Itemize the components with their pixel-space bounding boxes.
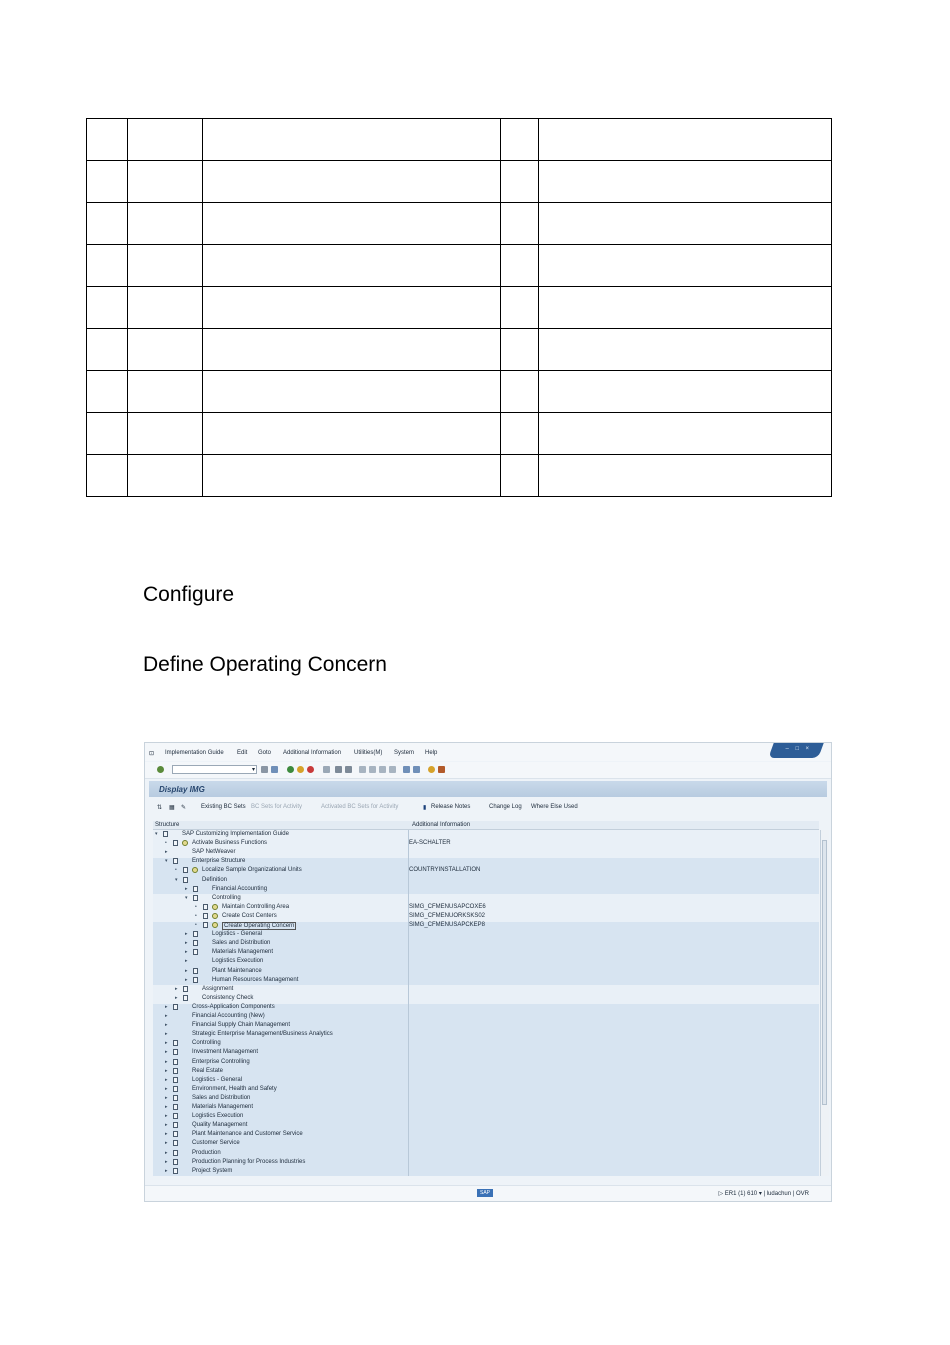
tree-node[interactable] (153, 921, 819, 930)
exit-icon[interactable] (297, 766, 304, 773)
table-cell (539, 119, 832, 161)
tree-node-label[interactable]: Create Cost Centers (222, 912, 277, 919)
table-cell (539, 371, 832, 413)
document-icon (183, 995, 188, 1001)
info-icon: ▮ (423, 805, 427, 811)
tree-node[interactable] (153, 1021, 819, 1030)
document-icon (173, 1059, 178, 1065)
tree-node-label[interactable]: Logistics Execution (212, 958, 264, 965)
document-icon (173, 858, 178, 864)
tree-node[interactable] (153, 912, 819, 921)
tree-node-label[interactable]: Plant Maintenance (212, 967, 262, 974)
sap-display-img-screenshot (144, 742, 832, 1202)
tree-node-label[interactable]: Strategic Enterprise Management/Business Analytics (192, 1031, 333, 1038)
tree-node[interactable] (153, 1167, 819, 1176)
save-icon[interactable] (271, 766, 278, 773)
where-else-used-button[interactable]: Where Else Used (531, 804, 578, 810)
execute-activity-icon[interactable] (192, 867, 198, 873)
document-icon (173, 1104, 178, 1110)
menu-utilities[interactable]: Utilities(M) (354, 750, 383, 756)
tree-node[interactable] (153, 1058, 819, 1067)
expand-icon[interactable]: ▸ (165, 1167, 168, 1174)
leaf-dot-icon[interactable]: • (195, 912, 197, 919)
table-row (87, 413, 832, 455)
document-icon (183, 867, 188, 873)
document-icon (193, 940, 198, 946)
table-cell (501, 287, 539, 329)
document-icon (193, 886, 198, 892)
expand-icon[interactable]: ▸ (175, 985, 178, 992)
expand-icon[interactable]: ▸ (175, 994, 178, 1001)
menu-additional-information[interactable]: Additional Information (283, 750, 342, 756)
table-row (87, 329, 832, 371)
tree-node-label[interactable]: Logistics Execution (192, 1113, 244, 1120)
shortcut-icon[interactable] (413, 766, 420, 773)
tree-node-label[interactable]: Environment, Health and Safety (192, 1085, 277, 1092)
tree-node[interactable] (153, 1103, 819, 1112)
tree-node-label[interactable]: SAP NetWeaver (192, 849, 236, 856)
table-cell (501, 245, 539, 287)
tree-node[interactable] (153, 1130, 819, 1139)
document-icon (193, 895, 198, 901)
tree-node-label[interactable]: Activate Business Functions (192, 840, 268, 847)
tree-node-label[interactable]: Assignment (202, 985, 234, 992)
screen-title: Display IMG (159, 785, 205, 794)
expand-icon[interactable]: ⇅ (157, 805, 163, 811)
expand-icon[interactable]: ▸ (165, 1094, 168, 1101)
expand-icon[interactable]: ▸ (165, 1140, 168, 1147)
tree-node-label[interactable]: Enterprise Structure (192, 858, 246, 865)
table-cell (202, 455, 501, 497)
tree-node-label[interactable]: Localize Sample Organizational Units (202, 867, 302, 874)
table-cell (127, 161, 202, 203)
document-icon (173, 1150, 178, 1156)
define-operating-concern-text: Define Operating Concern (143, 653, 387, 676)
expand-icon[interactable]: ▸ (165, 849, 168, 856)
document-icon (173, 1168, 178, 1174)
leaf-dot-icon[interactable]: • (195, 903, 197, 910)
table-cell (539, 245, 832, 287)
tree-node-label[interactable]: Project System (192, 1167, 233, 1174)
menu-implementation-guide[interactable]: Implementation Guide (165, 750, 224, 756)
tree-node[interactable] (153, 957, 819, 966)
expand-icon[interactable]: ▸ (165, 1113, 168, 1120)
next-page-icon[interactable] (379, 766, 386, 773)
table-cell (127, 455, 202, 497)
insert-mode[interactable]: OVR (795, 1191, 809, 1197)
table-row (87, 119, 832, 161)
expand-icon[interactable]: ▸ (185, 967, 188, 974)
document-icon (173, 1068, 178, 1074)
table-cell (539, 455, 832, 497)
table-cell (501, 455, 539, 497)
separator: | (792, 1191, 796, 1197)
tree-node[interactable] (153, 1067, 819, 1076)
table-cell (87, 203, 128, 245)
document-icon (193, 977, 198, 983)
document-icon (173, 1140, 178, 1146)
expand-icon[interactable]: ▸ (165, 1131, 168, 1138)
tree-node[interactable] (153, 930, 819, 939)
table-cell (501, 329, 539, 371)
tree-node[interactable] (153, 866, 819, 875)
table-cell (87, 245, 128, 287)
table-cell (87, 455, 128, 497)
tree-node[interactable] (153, 1094, 819, 1103)
table-cell (539, 413, 832, 455)
sap-logo: SAP (477, 1189, 493, 1197)
tree-node-label[interactable]: Production Planning for Process Industries (192, 1158, 306, 1165)
cancel-icon[interactable] (307, 766, 314, 773)
document-icon (193, 968, 198, 974)
table-row (87, 455, 832, 497)
expand-icon[interactable]: ▸ (165, 1003, 168, 1010)
table-row (87, 371, 832, 413)
table-cell (539, 287, 832, 329)
execute-activity-icon[interactable] (212, 904, 218, 910)
expand-icon[interactable]: ▸ (185, 976, 188, 983)
additional-information-value: COUNTRYINSTALLATION (409, 867, 481, 874)
user-name: ludachun (766, 1191, 792, 1197)
table-cell (202, 329, 501, 371)
bc-sets-activity-button[interactable]: BC Sets for Activity (251, 804, 303, 810)
application-toolbar (149, 799, 827, 815)
vertical-scrollbar[interactable] (820, 830, 829, 1176)
tree-node-label[interactable]: SAP Customizing Implementation Guide (182, 831, 289, 837)
tree-node-label[interactable]: Materials Management (192, 1104, 254, 1110)
table-cell (87, 371, 128, 413)
leaf-dot-icon[interactable]: • (195, 922, 197, 928)
menu-goto[interactable]: Goto (258, 750, 272, 756)
table-cell (202, 203, 501, 245)
document-icon (173, 1049, 178, 1055)
table-cell (501, 119, 539, 161)
tree-node[interactable] (153, 1121, 819, 1130)
expand-icon[interactable]: ▸ (165, 1122, 168, 1129)
back-triangle-icon[interactable] (261, 766, 268, 773)
new-session-icon[interactable] (403, 766, 410, 773)
expand-icon[interactable]: ▸ (165, 1149, 168, 1156)
menu-edit[interactable]: Edit (237, 750, 248, 756)
execute-activity-icon[interactable] (182, 840, 188, 846)
table-cell (202, 119, 501, 161)
layout-icon[interactable] (438, 766, 445, 773)
help-icon[interactable] (428, 766, 435, 773)
print-icon[interactable] (323, 766, 330, 773)
tree-node[interactable] (153, 1112, 819, 1121)
table-row (87, 287, 832, 329)
expand-icon[interactable]: ▸ (165, 1040, 168, 1047)
tree-node[interactable] (153, 985, 819, 994)
expand-icon[interactable]: ▸ (185, 885, 188, 892)
table-cell (127, 371, 202, 413)
title-bar (149, 781, 827, 797)
table-cell (501, 413, 539, 455)
tree-node-label[interactable]: Sales and Distribution (192, 1094, 251, 1101)
tree-node-label[interactable]: Create Operating Concern (224, 923, 295, 929)
tree-node-label[interactable]: Investment Management (192, 1049, 259, 1056)
expand-icon[interactable]: ▸ (165, 1076, 168, 1083)
document-icon (203, 913, 208, 919)
table-cell (501, 371, 539, 413)
menu-system[interactable]: System (394, 750, 415, 756)
chevron-down-icon[interactable]: ▾ | (758, 1191, 767, 1197)
tree-node[interactable] (153, 894, 819, 903)
tree-node[interactable] (153, 1039, 819, 1048)
expand-icon[interactable]: ▸ (165, 1049, 168, 1056)
table-cell (127, 329, 202, 371)
table-cell (127, 413, 202, 455)
document-icon (173, 1004, 178, 1010)
expand-icon[interactable]: ▸ (165, 1158, 168, 1165)
tree-node-label[interactable]: Customer Service (192, 1140, 240, 1147)
expand-icon[interactable]: ▸ (165, 1013, 168, 1019)
table-row (87, 203, 832, 245)
table-cell (202, 161, 501, 203)
scrollbar-thumb[interactable] (822, 840, 827, 1105)
table-cell (87, 329, 128, 371)
tree-node[interactable] (153, 1085, 819, 1094)
last-page-icon[interactable] (389, 766, 396, 773)
tree-node[interactable] (153, 830, 819, 839)
tree-column-header (153, 821, 819, 830)
tree-node[interactable] (153, 948, 819, 957)
tree-node-label[interactable]: Human Resources Management (212, 976, 299, 983)
play-icon[interactable]: ▷ (718, 1191, 725, 1197)
change-log-button[interactable]: Change Log (489, 804, 522, 810)
tree-node[interactable] (153, 967, 819, 976)
find-next-icon[interactable] (345, 766, 352, 773)
tree-node[interactable] (153, 1048, 819, 1057)
tree-node-label[interactable]: Cross-Application Components (192, 1003, 275, 1010)
activated-bc-sets-button[interactable]: Activated BC Sets for Activity (321, 804, 399, 810)
table-cell (539, 329, 832, 371)
collapse-icon[interactable]: ▾ (175, 876, 178, 883)
tree-node[interactable] (153, 976, 819, 985)
empty-table (86, 118, 832, 497)
tree-node[interactable] (153, 994, 819, 1003)
command-field[interactable] (172, 765, 257, 774)
table-row (87, 245, 832, 287)
table-cell (501, 161, 539, 203)
document-icon (183, 877, 188, 883)
minimize-icon[interactable]: – (785, 746, 789, 752)
tree-node[interactable] (153, 848, 819, 857)
tree-node-label[interactable]: Controlling (212, 894, 241, 901)
note-icon[interactable]: ✎ (181, 805, 187, 811)
table-cell (87, 119, 128, 161)
window-controls[interactable] (768, 743, 823, 758)
expand-icon[interactable]: ▸ (185, 949, 188, 956)
tree-node-label[interactable]: Maintain Controlling Area (222, 903, 290, 910)
structure-column-header[interactable]: Structure (155, 822, 180, 828)
expand-icon[interactable]: ▸ (165, 1022, 168, 1029)
document-icon (173, 840, 178, 846)
table-cell (539, 161, 832, 203)
document-icon (173, 1095, 178, 1101)
img-structure-tree (153, 830, 819, 1176)
leaf-dot-icon[interactable]: • (165, 840, 167, 847)
document-icon (173, 1131, 178, 1137)
tree-node[interactable] (153, 1003, 819, 1012)
tree-node[interactable] (153, 857, 819, 866)
tree-node[interactable] (153, 1076, 819, 1085)
table-cell (87, 287, 128, 329)
tree-node-label[interactable]: Controlling (192, 1040, 221, 1047)
collapse-icon[interactable]: ▾ (165, 858, 168, 865)
system-id[interactable]: ER1 (1) 610 (724, 1191, 758, 1197)
tree-node-label[interactable]: Plant Maintenance and Customer Service (192, 1131, 303, 1138)
expand-icon[interactable]: ▸ (185, 940, 188, 947)
tree-node-label[interactable]: Enterprise Controlling (192, 1058, 250, 1065)
table-cell (539, 203, 832, 245)
tree-node-label[interactable]: Quality Management (192, 1122, 248, 1129)
expand-icon[interactable]: ▸ (165, 1067, 168, 1074)
tree-node[interactable] (153, 1149, 819, 1158)
close-icon[interactable]: × (805, 746, 810, 752)
table-cell (87, 161, 128, 203)
additional-information-value: SIMG_CFMENUORKSKS02 (409, 912, 486, 919)
table-icon[interactable]: ▦ (169, 805, 175, 811)
table-cell (202, 413, 501, 455)
status-bar (145, 1185, 831, 1201)
find-icon[interactable] (335, 766, 342, 773)
document-icon (193, 949, 198, 955)
chevron-down-icon[interactable]: ▾ (251, 767, 255, 773)
expand-icon[interactable]: ▸ (185, 931, 188, 938)
table-cell (127, 119, 202, 161)
expand-icon[interactable]: ▸ (165, 1031, 168, 1038)
release-notes-button[interactable]: Release Notes (431, 804, 471, 810)
menu-icon[interactable]: ⊡ (149, 751, 155, 757)
configure-text: Configure (143, 583, 235, 606)
collapse-icon[interactable]: ▾ (185, 894, 188, 901)
document-icon (203, 904, 208, 910)
table-row (87, 161, 832, 203)
document-icon (173, 1077, 178, 1083)
document-icon (173, 1113, 178, 1119)
tree-node-label[interactable]: Sales and Distribution (212, 940, 271, 947)
leaf-dot-icon[interactable]: • (175, 867, 177, 874)
document-icon (173, 1040, 178, 1046)
tree-node-label[interactable]: Consistency Check (202, 994, 254, 1001)
tree-node[interactable] (153, 1139, 819, 1148)
additional-information-value: EA-SCHALTER (409, 840, 451, 847)
additional-information-column-header[interactable]: Additional Information (412, 822, 471, 828)
previous-page-icon[interactable] (369, 766, 376, 773)
document-icon (173, 1086, 178, 1092)
table-cell (127, 245, 202, 287)
table-cell (87, 413, 128, 455)
back-icon[interactable] (287, 766, 294, 773)
table-cell (202, 287, 501, 329)
tree-node[interactable] (153, 1158, 819, 1167)
tree-node-label[interactable]: Real Estate (192, 1067, 224, 1074)
table-cell (202, 371, 501, 413)
menu-help[interactable]: Help (425, 750, 438, 756)
table-cell (127, 203, 202, 245)
execute-activity-icon[interactable] (212, 913, 218, 919)
tree-node[interactable] (153, 885, 819, 894)
document-icon (203, 922, 208, 928)
document-icon (183, 986, 188, 992)
existing-bc-sets-button[interactable]: Existing BC Sets (201, 804, 246, 810)
maximize-icon[interactable]: □ (795, 746, 800, 752)
expand-icon[interactable]: ▸ (165, 1058, 168, 1065)
tree-node-label[interactable]: Financial Supply Chain Management (192, 1022, 291, 1029)
table-cell (127, 287, 202, 329)
document-icon (163, 831, 168, 837)
enter-icon[interactable] (157, 766, 164, 773)
expand-icon[interactable]: ▸ (165, 1104, 168, 1110)
tree-node[interactable] (153, 839, 819, 848)
menu-bar (145, 743, 831, 761)
tree-node[interactable] (153, 939, 819, 948)
execute-activity-icon[interactable] (212, 922, 218, 928)
document-icon (173, 1159, 178, 1165)
standard-toolbar (145, 762, 831, 779)
expand-icon[interactable]: ▸ (185, 958, 188, 965)
tree-node-label[interactable]: Materials Management (212, 949, 274, 956)
collapse-icon[interactable]: ▾ (155, 831, 158, 837)
document-icon (173, 1122, 178, 1128)
system-info (719, 1190, 810, 1197)
table-cell (501, 203, 539, 245)
tree-node-label[interactable]: Logistics - General (212, 931, 263, 938)
tree-node-label[interactable]: Logistics - General (192, 1076, 243, 1083)
first-page-icon[interactable] (359, 766, 366, 773)
tree-node[interactable] (153, 1012, 819, 1021)
document-icon (193, 931, 198, 937)
additional-information-value: SIMG_CFMENUSAPCKEP8 (409, 922, 486, 928)
tree-node-label[interactable]: Financial Accounting (New) (192, 1013, 265, 1019)
tree-node-label[interactable]: Definition (202, 876, 228, 883)
tree-node[interactable] (153, 876, 819, 885)
table-cell (202, 245, 501, 287)
tree-node[interactable] (153, 1030, 819, 1039)
expand-icon[interactable]: ▸ (165, 1085, 168, 1092)
tree-node[interactable] (153, 903, 819, 912)
additional-information-value: SIMG_CFMENUSAPCOXE6 (409, 903, 486, 910)
tree-node-label[interactable]: Financial Accounting (212, 885, 268, 892)
tree-node-label[interactable]: Production (192, 1149, 221, 1156)
